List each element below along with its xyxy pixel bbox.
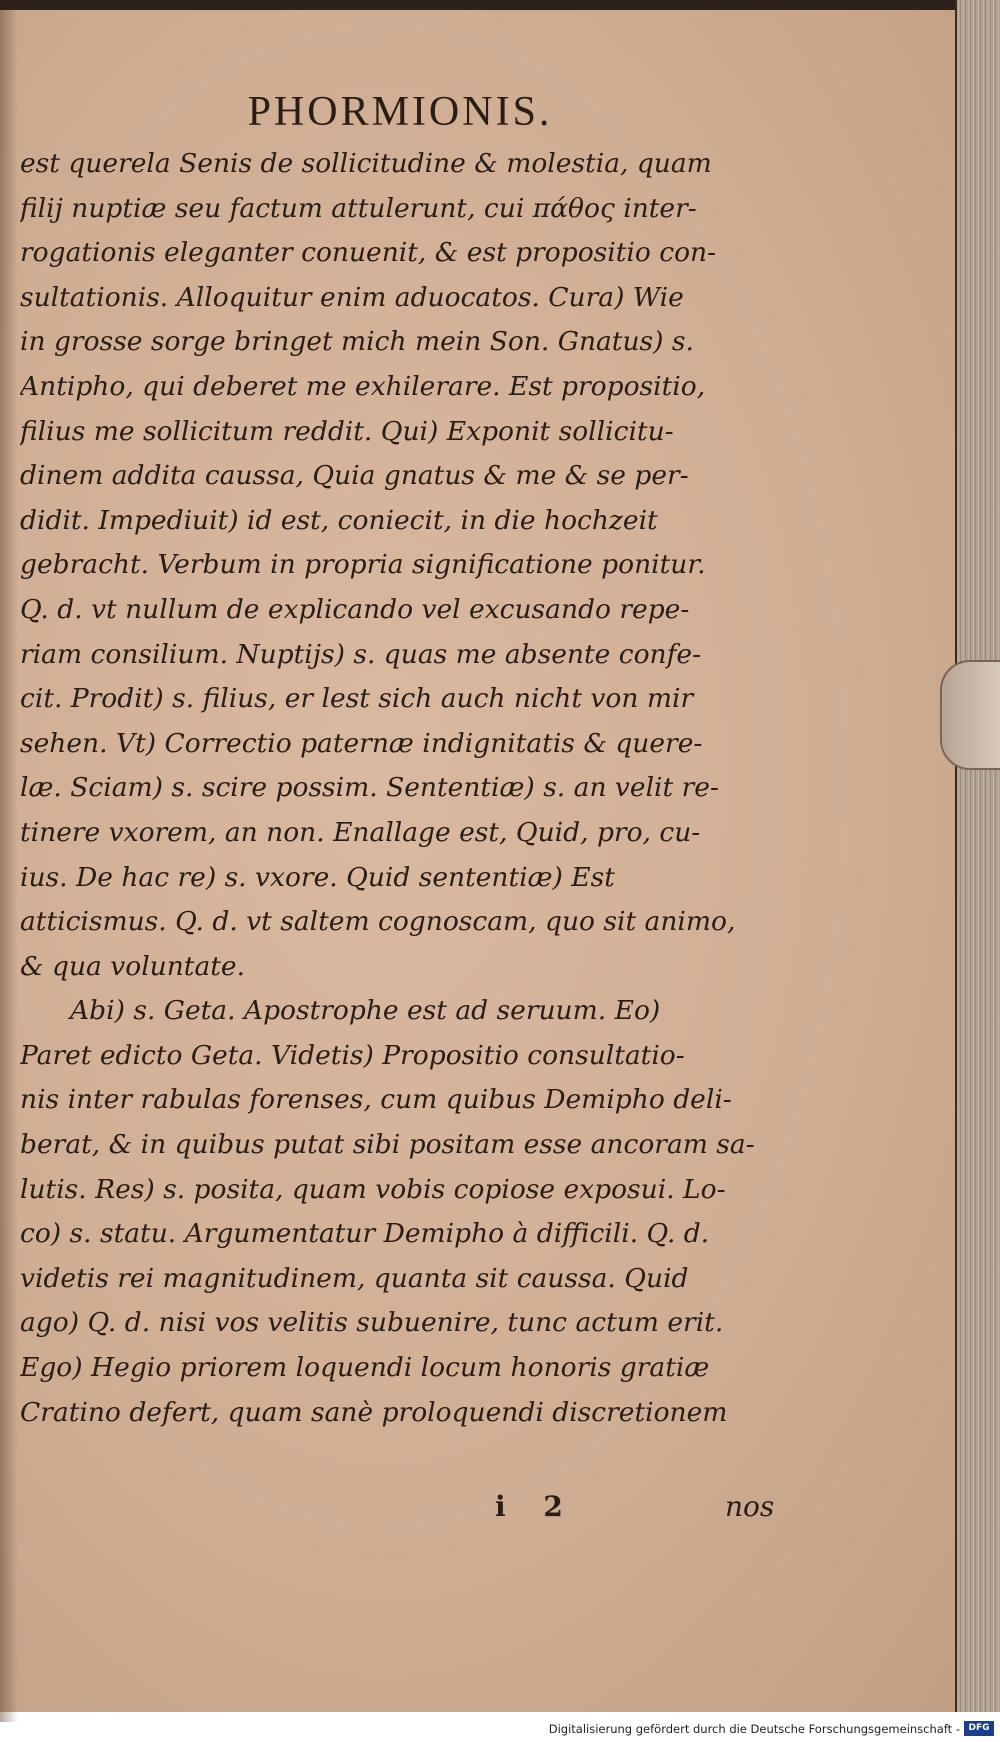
body-text [20,142,795,1435]
text-line: nis inter rabulas forenses, cum quibus Demipho deli- [20,1084,732,1116]
text-line: videtis rei magnitudinem, quanta sit caussa. Quid [20,1262,689,1294]
text-line: berat, & in quibus putat sibi positam esse ancoram sa- [20,1129,755,1161]
text-line: cit. Prodit) s. filius, er lest sich auch nicht von mir [20,683,694,715]
text-line: atticismus. Q. d. vt saltem cognoscam, quo sit animo, [20,906,736,938]
catchword: nos [725,1490,775,1523]
text-line: Q. d. vt nullum de explicando vel excusando repe- [20,593,690,625]
text-line: co) s. statu. Argumentatur Demipho à difficili. Q. d. [20,1218,710,1250]
text-line: sehen. Vt) Correctio paternæ indignitatis & quere- [20,727,703,759]
text-line: dinem addita caussa, Quia gnatus & me & se per- [20,460,689,492]
text-line: riam consilium. Nuptijs) s. quas me absente confe- [20,638,702,670]
gutter-shadow [0,10,18,1722]
text-line: didit. Impediuit) id est, coniecit, in die hochzeit [20,504,658,536]
text-line: Cratino defert, quam sanè proloquendi discretionem [20,1396,728,1428]
dfg-logo: DFG [964,1721,994,1736]
text-line: lutis. Res) s. posita, quam vobis copiose exposui. Lo- [20,1173,726,1205]
signature-mark: i 2 [495,1490,577,1523]
text-line: rogationis eleganter conuenit, & est propositio con- [20,237,717,269]
text-line: Paret edicto Geta. Videtis) Propositio consultatio- [20,1039,685,1071]
text-line: filij nuptiæ seu factum attulerunt, cui πάθος inter- [20,192,697,224]
text-line: Abi) s. Geta. Apostrophe est ad seruum. Eo) [70,995,661,1027]
text-line: & qua voluntate. [20,950,246,982]
text-line: ago) Q. d. nisi vos velitis subuenire, tunc actum erit. [20,1307,724,1339]
text-line: læ. Sciam) s. scire possim. Sententiæ) s. an velit re- [20,772,719,804]
text-line: Ego) Hegio priorem loquendi locum honoris gratiæ [20,1352,710,1384]
text-line: est querela Senis de sollicitudine & molestia, quam [20,148,712,179]
book-fore-edge [955,0,1000,1712]
running-header: PHORMIONIS. [247,89,553,135]
text-line: sultationis. Alloquitur enim aduocatos. Cura) Wie [20,281,684,313]
text-line: in grosse sorge bringet mich mein Son. Gnatus) s. [20,326,694,358]
digitization-credit: Digitalisierung gefördert durch die Deutsche Forschungsgemeinschaft - [548,1722,960,1736]
text-line: gebracht. Verbum in propria significatione ponitur. [20,549,706,581]
text-line: tinere vxorem, an non. Enallage est, Quid, pro, cu- [20,816,701,848]
text-line: ius. De hac re) s. vxore. Quid sententiæ) Est [20,861,615,893]
text-line: Antipho, qui deberet me exhilerare. Est propositio, [20,370,706,402]
page-clasp [940,660,1000,770]
text-line: filius me sollicitum reddit. Qui) Exponit sollicitu- [20,415,674,447]
